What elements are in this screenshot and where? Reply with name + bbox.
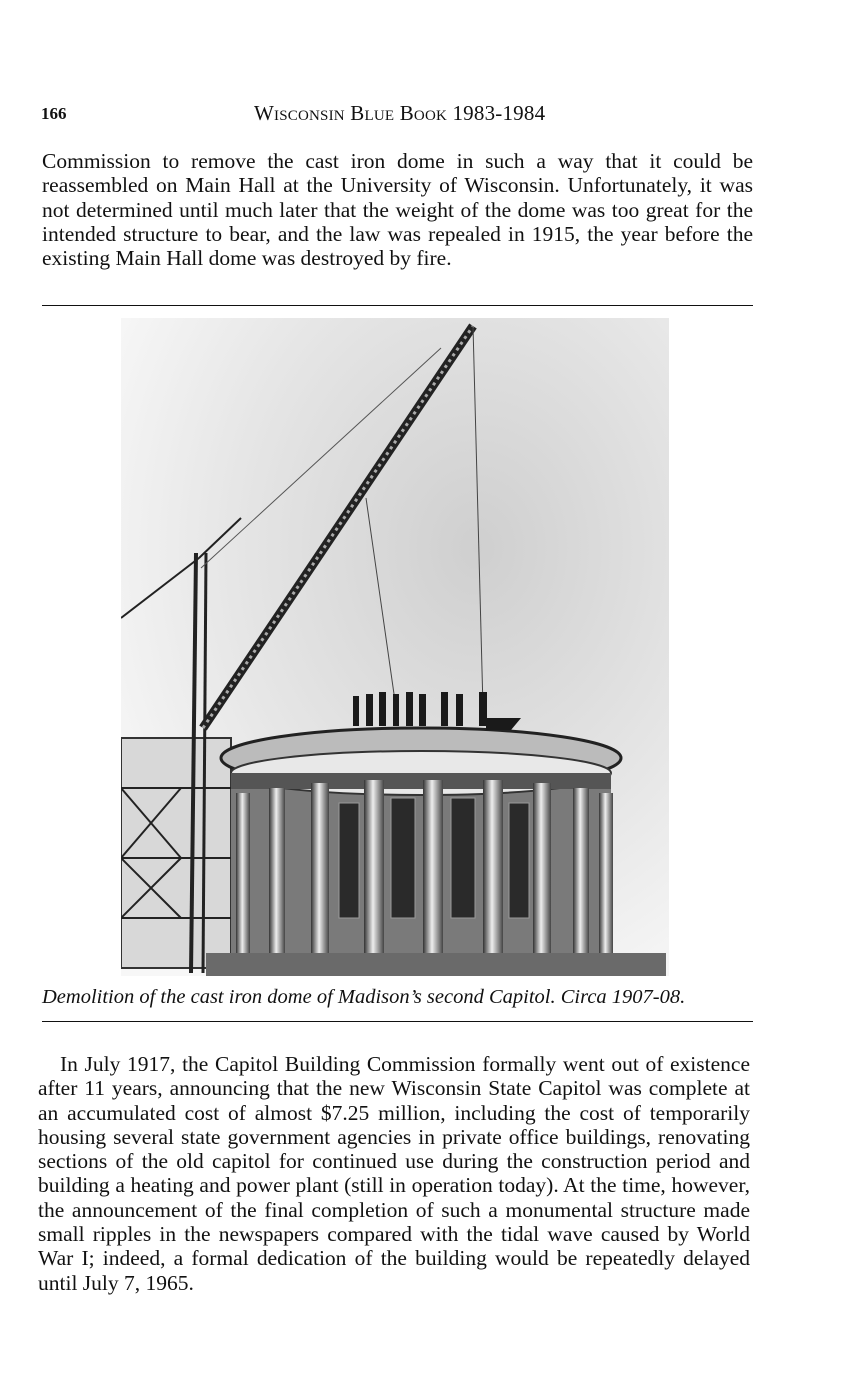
page-number: 166	[41, 104, 67, 123]
scaffold	[121, 738, 231, 968]
bottom-paragraph-text: In July 1917, the Capitol Building Commission formally went out of existence after 11 years, announcing that the new Wisconsin State Capitol was complete at an accumulated cost of almost $7.25 million, including the cost of temporarily housing several state government agencies in private office buildings, renovating sections of the old capitol for continued use during the construction period and building a heating and power plant (still in operation today). At the time, however, the announcement of the final completion of such a monumental structure made small ripples in the newspapers compared with the tidal wave caused by World War I; indeed, a formal dedication of the building would be repeatedly delayed until July 7, 1965.	[38, 1052, 750, 1295]
capitol-dome-photo	[121, 318, 669, 976]
top-rule	[42, 305, 753, 306]
base	[206, 953, 666, 976]
bottom-paragraph	[38, 1052, 750, 1295]
bottom-rule	[42, 1021, 753, 1022]
figure-caption: Demolition of the cast iron dome of Madison’s second Capitol. Circa 1907-08.	[42, 986, 686, 1008]
running-head: Wisconsin Blue Book 1983-1984	[254, 101, 546, 125]
top-paragraph: Commission to remove the cast iron dome in such a way that it could be reassembled on Main Hall at the University of Wisconsin. Unfortunately, it was not determined until much later that the weight of the dome was too great for the intended structure to bear, and the law was repealed in 1915, the year before the existing Main Hall dome was destroyed by fire.	[42, 149, 753, 271]
